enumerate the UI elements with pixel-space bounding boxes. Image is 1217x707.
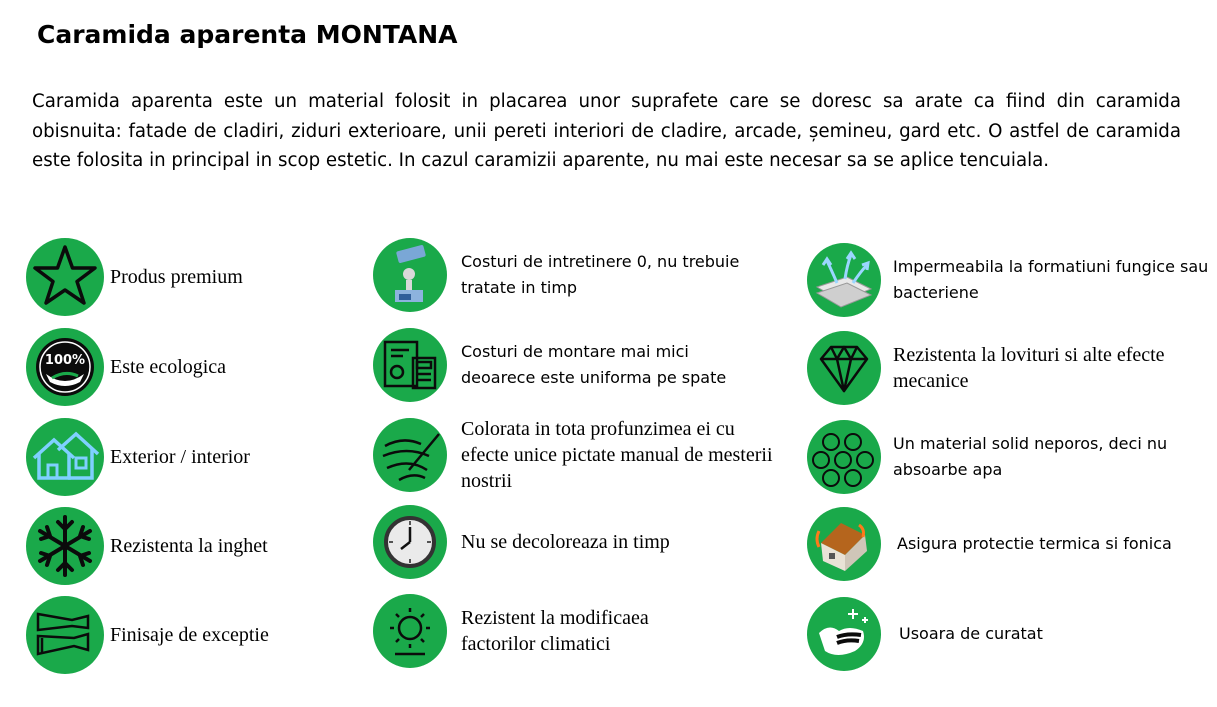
feature-label: Produs premium (110, 266, 243, 288)
feature-label: Costuri de montare mai mici deoarece este uniforma pe spate (461, 342, 727, 387)
feature-label: Este ecologica (110, 356, 227, 378)
waterproof-layers-icon (807, 243, 881, 317)
snowflake-icon (26, 507, 104, 585)
feature-label: Costuri de intretinere 0, nu trebuie tratate in timp (461, 252, 740, 297)
feature-termica (807, 507, 1217, 581)
page-title: Caramida aparenta MONTANA (37, 20, 458, 49)
feature-inghet (26, 507, 268, 585)
feature-label: Usoara de curatat (899, 624, 1043, 643)
feature-lovituri (807, 331, 1193, 405)
calculator-icon (373, 328, 447, 402)
feature-label: Rezistenta la lovituri si alte efecte mecanice (893, 344, 1165, 392)
paint-tubes-icon (26, 596, 104, 674)
feature-montare (373, 328, 731, 402)
diamond-icon (807, 331, 881, 405)
feature-colorata (373, 416, 781, 494)
star-icon (26, 238, 104, 316)
sun-icon (373, 594, 447, 668)
intro-paragraph: Caramida aparenta este un material folosit in placarea unor suprafete care se doresc sa arate ca fiind din caramida obisnuita: fatade de cladiri, ziduri exterioare, unii pereti interiori de cladire, arcade, șemineu, gard etc. O astfel de caramida este folosita in principal in scop estetic. In cazul caramizii aparente, nu mai este necesar sa se aplice tencuiala. (32, 91, 1181, 171)
house-icon (26, 418, 104, 496)
feature-finisaje (26, 596, 269, 674)
molecule-icon (807, 420, 881, 494)
feature-label: Nu se decoloreaza in timp (461, 531, 670, 553)
feature-label: Exterior / interior (110, 446, 250, 468)
feature-curatat (807, 597, 1217, 671)
svg-text:100%: 100% (44, 353, 86, 368)
feature-label: Impermeabila la formatiuni fungice sau bacteriene (893, 257, 1209, 302)
feature-label-text: Colorata in tota profunzimea ei cu efecte unice pictate manual de mesterii nostrii (461, 418, 773, 492)
feature-exterior (26, 418, 250, 496)
feature-label: Rezistenta la inghet (110, 535, 268, 557)
feature-impermeabila (807, 243, 1213, 317)
feature-decolorare (373, 505, 670, 579)
brush-paint-icon (373, 418, 447, 492)
feature-label: Rezistent la modificaea factorilor climatici (461, 607, 649, 655)
natural-badge-icon (26, 328, 104, 406)
feature-label (461, 416, 781, 494)
feature-intretinere (373, 238, 781, 312)
insulated-house-icon (807, 507, 881, 581)
maintenance-icon (373, 238, 447, 312)
feature-neporos (807, 420, 1213, 494)
feature-label: Asigura protectie termica si fonica (897, 534, 1172, 553)
feature-label: Finisaje de exceptie (110, 624, 269, 646)
feature-climatici (373, 594, 721, 668)
feature-premium (26, 238, 243, 316)
feature-ecologic (26, 328, 226, 406)
clock-icon (373, 505, 447, 579)
clean-hand-icon (807, 597, 881, 671)
feature-label: Un material solid neporos, deci nu absoarbe apa (893, 434, 1168, 479)
